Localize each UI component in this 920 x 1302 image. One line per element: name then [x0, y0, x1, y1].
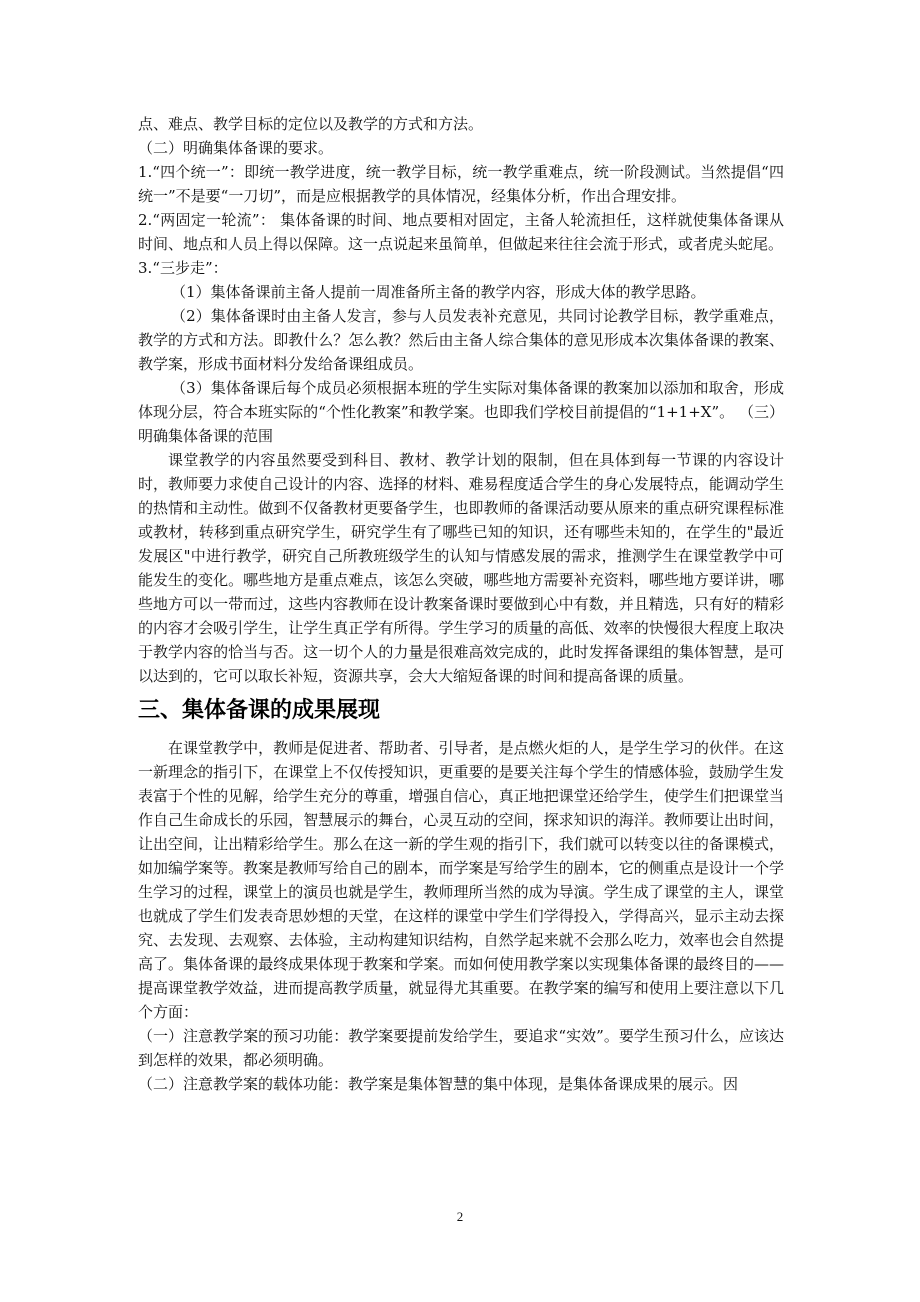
- section-requirements: [138, 112, 784, 688]
- paragraph: 2.“两固定一轮流”： 集体备课的时间、地点要相对固定，主备人轮流担任，这样就使集体备课从时间、地点和人员上得以保障。这一点说起来虽简单，但做起来往往会流于形式，或者虎头蛇尾。: [138, 211, 784, 253]
- page-number: 2: [456, 1209, 464, 1224]
- paragraph: 在课堂教学中，教师是促进者、帮助者、引导者，是点燃火炬的人，是学生学习的伙伴。在这一新理念的指引下，在课堂上不仅传授知识，更重要的是要关注每个学生的情感体验，鼓励学生发表富于个性的见解，给学生充分的尊重，增强自信心，真正地把课堂还给学生，使学生们把课堂当作自己生命成长的乐园，智慧展示的舞台，心灵互动的空间，探求知识的海洋。教师要让出时间，让出空间，让出精彩给学生。那么在这一新的学生观的指引下，我们就可以转变以往的备课模式，如加编学案等。教案是教师写给自己的剧本，而学案是写给学生的剧本，它的侧重点是设计一个学生学习的过程，课堂上的演员也就是学生，教师理所当然的成为导演。学生成了课堂的主人，课堂也就成了学生们发表奇思妙想的天堂，在这样的课堂中学生们学得投入，学得高兴，显示主动去探究、去发现、去观察、去体验，主动构建知识结构，自然学起来就不会那么吃力，效率也会自然提高了。集体备课的最终成果体现于教案和学案。而如何使用教学案以实现集体备课的最终目的——提高课堂教学效益，进而提高教学质量，就显得尤其重要。在教学案的编写和使用上要注意以下几个方面：: [138, 739, 784, 1021]
- paragraph: （二）注意教学案的载体功能：教学案是集体智慧的集中体现，是集体备课成果的展示。因: [138, 1075, 739, 1093]
- paragraph: （2）集体备课时由主备人发言，参与人员发表补充意见，共同讨论教学目标，教学重难点，教学的方式和方法。即教什么？怎么教？然后由主备人综合集体的意见形成本次集体备课的教案、教学案，形成书面材料分发给备课组成员。: [138, 307, 784, 373]
- paragraph: 课堂教学的内容虽然要受到科目、教材、教学计划的限制，但在具体到每一节课的内容设计时，教师要力求使自己设计的内容、选择的材料、难易程度适合学生的身心发展特点，能调动学生的热情和主动性。做到不仅备教材更要备学生，也即教师的备课活动要从原来的重点研究课程标准或教材，转移到重点研究学生，研究学生有了哪些已知的知识，还有哪些未知的，在学生的"最近发展区"中进行教学，研究自己所教班级学生的认知与情感发展的需求，推测学生在课堂教学中可能发生的变化。哪些地方是重点难点，该怎么突破，哪些地方需要补充资料，哪些地方要详讲，哪些地方可以一带而过，这些内容教师在设计教案备课时要做到心中有数，并且精选，只有好的精彩的内容才会吸引学生，让学生真正学有所得。学生学习的质量的高低、效率的快慢很大程度上取决于教学内容的恰当与否。这一切个人的力量是很难高效完成的，此时发挥备课组的集体智慧，是可以达到的，它可以取长补短，资源共享，会大大缩短备课的时间和提高备课的质量。: [138, 451, 784, 685]
- section-results: [138, 736, 784, 1096]
- paragraph: （二）明确集体备课的要求。: [138, 139, 334, 157]
- paragraph: （3）集体备课后每个成员必须根据本班的学生实际对集体备课的教案加以添加和取舍，形成体现分层，符合本班实际的“个性化教案”和教学案。也即我们学校目前提倡的“1+1+X”。 （三）明确集体备课的范围: [138, 379, 784, 445]
- paragraph: （1）集体备课前主备人提前一周准备所主备的教学内容，形成大体的教学思路。: [171, 283, 706, 301]
- paragraph: 1.“四个统一”：即统一教学进度，统一教学目标，统一教学重难点，统一阶段测试。当然提倡“四统一”不是要“一刀切”，而是应根据教学的具体情况，经集体分析，作出合理安排。: [138, 163, 784, 205]
- page-body: [138, 112, 784, 1096]
- paragraph: 点、难点、教学目标的定位以及教学的方式和方法。: [138, 115, 484, 133]
- paragraph: （一）注意教学案的预习功能：教学案要提前发给学生，要追求“实效”。要学生预习什么，应该达到怎样的效果，都必须明确。: [138, 1027, 784, 1069]
- paragraph: 3.“三步走”：: [138, 259, 228, 277]
- section-heading: 三、集体备课的成果展现: [138, 698, 381, 723]
